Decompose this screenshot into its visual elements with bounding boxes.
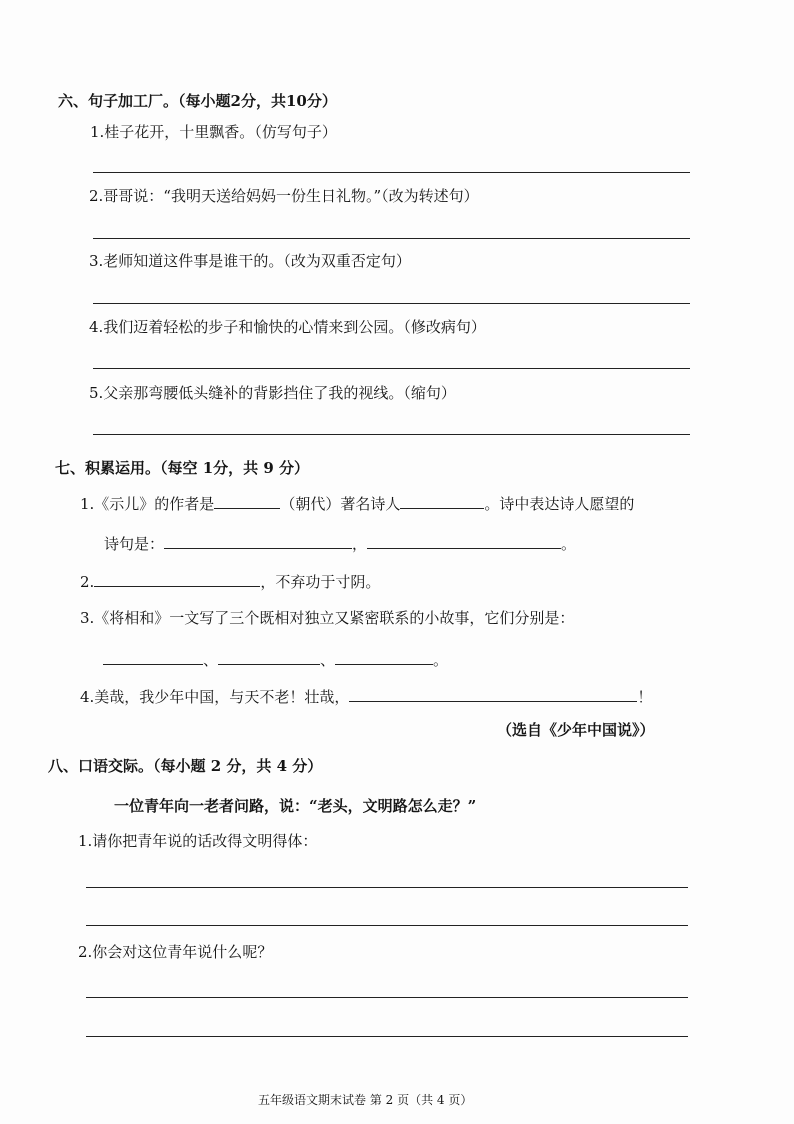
section7-question-3-blanks [103,650,448,668]
answer-line-8-1a[interactable] [86,887,688,888]
q1-part-a: 1.《示儿》的作者是 [80,495,215,513]
blank-shaonian-line[interactable] [349,687,637,702]
answer-line-6-3[interactable] [93,303,690,304]
blank-author-dynasty[interactable] [214,494,280,509]
blank-story-1[interactable] [103,650,203,665]
section7-question-2 [80,572,380,590]
separator-2: 、 [320,651,336,669]
answer-line-8-1b[interactable] [86,925,688,926]
q3-end: 。 [433,651,449,669]
section7-question-3: 3.《将相和》一文写了三个既相对独立又紧密联系的小故事，它们分别是： [80,609,575,627]
section6-question-1: 1.桂子花开，十里飘香。（仿写句子） [90,123,337,141]
q4-end: ！ [637,688,653,706]
blank-poem-line-1[interactable] [164,534,352,549]
section8-question-1: 1.请你把青年说的话改得文明得体： [78,832,318,850]
q1-part-d: 诗句是： [104,535,165,553]
blank-proverb[interactable] [94,572,260,587]
answer-line-6-4[interactable] [93,368,690,369]
answer-line-8-2a[interactable] [86,997,688,998]
section8-scenario: 一位青年向一老者问路，说：“老头，文明路怎么走？” [114,797,477,815]
section7-question-1-line2 [104,534,576,552]
section8-question-2: 2.你会对这位青年说什么呢？ [78,943,273,961]
section6-question-5: 5.父亲那弯腰低头缝补的背影挡住了我的视线。（缩句） [89,384,456,402]
section7-question-4-source: （选自《少年中国说》） [497,721,655,739]
separator-1: 、 [203,651,219,669]
q2-part-a: 2. [80,573,95,591]
q2-part-b: ，不弃功于寸阴。 [260,573,381,591]
section8-heading: 八、口语交际。（每小题 2 分，共 4 分） [48,757,323,775]
section6-question-2: 2.哥哥说：“我明天送给妈妈一份生日礼物。”（改为转述句） [89,187,479,205]
section7-heading: 七、积累运用。（每空 1分，共 9 分） [55,459,310,477]
blank-poem-line-2[interactable] [367,534,561,549]
answer-line-6-1[interactable] [93,172,690,173]
answer-line-8-2b[interactable] [86,1036,688,1037]
section6-heading: 六、句子加工厂。（每小题2分，共10分） [58,92,337,110]
section7-question-4 [80,687,652,705]
q1-part-c: 。诗中表达诗人愿望的 [484,495,635,513]
section6-question-3: 3.老师知道这件事是谁干的。（改为双重否定句） [89,252,411,270]
answer-line-6-5[interactable] [93,434,690,435]
q1-part-e: ， [352,535,368,553]
section6-question-4: 4.我们迈着轻松的步子和愉快的心情来到公园。（修改病句） [89,318,486,336]
blank-poet-name[interactable] [400,494,484,509]
answer-line-6-2[interactable] [93,238,690,239]
q4-part-a: 4.美哉，我少年中国，与天不老！壮哉， [80,688,350,706]
section7-question-1 [80,494,634,512]
blank-story-2[interactable] [218,650,320,665]
q1-part-b: （朝代）著名诗人 [280,495,401,513]
q1-part-f: 。 [561,535,577,553]
page-footer: 五年级语文期末试卷 第 2 页（共 4 页） [258,1093,473,1107]
blank-story-3[interactable] [335,650,433,665]
